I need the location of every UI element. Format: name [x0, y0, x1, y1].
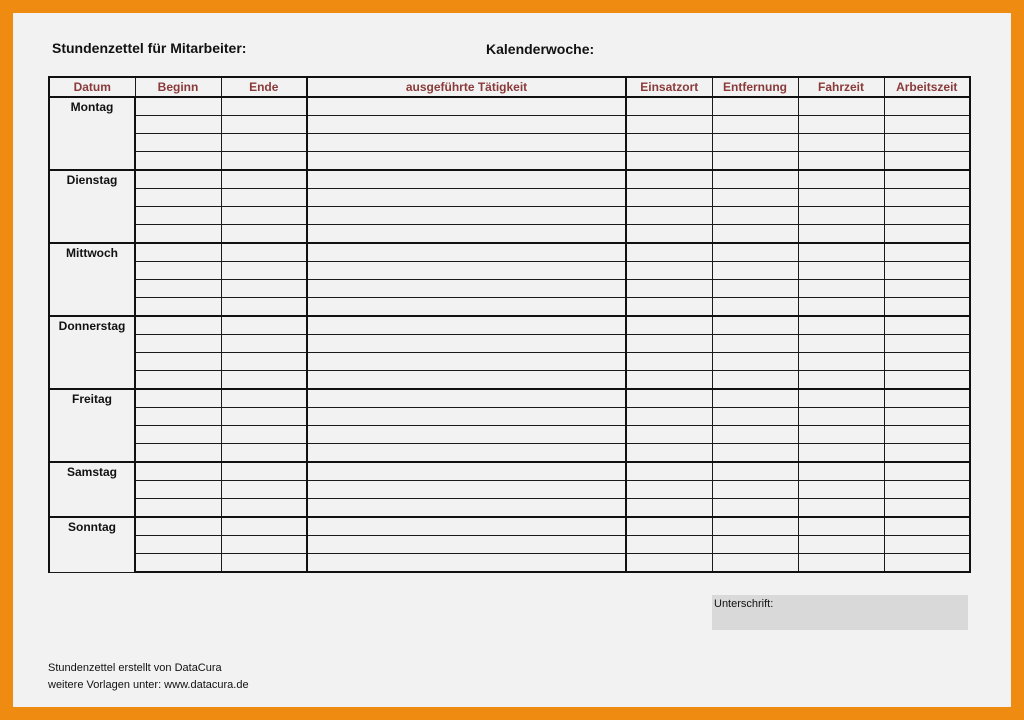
- entry-cell-fahrzeit[interactable]: [798, 481, 884, 499]
- entry-cell-beginn[interactable]: [135, 335, 221, 353]
- entry-cell-arbeitszeit[interactable]: [884, 243, 970, 262]
- entry-cell-fahrzeit[interactable]: [798, 499, 884, 518]
- entry-cell-ende[interactable]: [221, 189, 307, 207]
- entry-cell-ende[interactable]: [221, 97, 307, 116]
- column-header-fahrzeit: Fahrzeit: [798, 77, 884, 97]
- entry-cell-beginn[interactable]: [135, 207, 221, 225]
- entry-cell-beginn[interactable]: [135, 262, 221, 280]
- entry-cell-beginn[interactable]: [135, 371, 221, 390]
- entry-cell-ende[interactable]: [221, 444, 307, 463]
- entry-cell-fahrzeit[interactable]: [798, 243, 884, 262]
- entry-cell-ende[interactable]: [221, 499, 307, 518]
- table-row: [49, 389, 970, 408]
- entry-cell-entfernung[interactable]: [712, 207, 798, 225]
- entry-cell-arbeitszeit[interactable]: [884, 444, 970, 463]
- entry-cell-arbeitszeit[interactable]: [884, 116, 970, 134]
- entry-cell-entfernung[interactable]: [712, 499, 798, 518]
- entry-cell-entfernung[interactable]: [712, 134, 798, 152]
- timesheet-body: [49, 97, 970, 572]
- table-row: [49, 280, 970, 298]
- entry-cell-fahrzeit[interactable]: [798, 298, 884, 317]
- entry-cell-ende[interactable]: [221, 389, 307, 408]
- table-row: [49, 462, 970, 481]
- entry-cell-fahrzeit[interactable]: [798, 116, 884, 134]
- entry-cell-einsatzort[interactable]: [626, 536, 712, 554]
- column-header-ende: Ende: [221, 77, 307, 97]
- entry-cell-fahrzeit[interactable]: [798, 262, 884, 280]
- entry-cell-fahrzeit[interactable]: [798, 225, 884, 244]
- table-row: [49, 335, 970, 353]
- entry-cell-beginn[interactable]: [135, 225, 221, 244]
- entry-cell-arbeitszeit[interactable]: [884, 462, 970, 481]
- column-header-einsatzort: Einsatzort: [626, 77, 712, 97]
- calendar-week-label: Kalenderwoche:: [486, 41, 595, 57]
- table-row: [49, 189, 970, 207]
- entry-cell-entfernung[interactable]: [712, 262, 798, 280]
- table-row: [49, 371, 970, 390]
- entry-cell-arbeitszeit[interactable]: [884, 280, 970, 298]
- entry-cell-fahrzeit[interactable]: [798, 426, 884, 444]
- table-row: [49, 408, 970, 426]
- entry-cell-arbeitszeit[interactable]: [884, 189, 970, 207]
- entry-cell-arbeitszeit[interactable]: [884, 499, 970, 518]
- entry-cell-entfernung[interactable]: [712, 517, 798, 536]
- entry-cell-fahrzeit[interactable]: [798, 280, 884, 298]
- day-label: Samstag: [49, 462, 135, 517]
- entry-cell-beginn[interactable]: [135, 462, 221, 481]
- entry-cell-beginn[interactable]: [135, 481, 221, 499]
- entry-cell-entfernung[interactable]: [712, 152, 798, 171]
- table-row: [49, 225, 970, 244]
- entry-cell-fahrzeit[interactable]: [798, 152, 884, 171]
- entry-cell-entfernung[interactable]: [712, 554, 798, 573]
- table-row: [49, 481, 970, 499]
- entry-cell-taetigkeit[interactable]: [307, 152, 626, 171]
- table-row: [49, 298, 970, 317]
- entry-cell-arbeitszeit[interactable]: [884, 554, 970, 573]
- entry-cell-ende[interactable]: [221, 371, 307, 390]
- entry-cell-arbeitszeit[interactable]: [884, 536, 970, 554]
- entry-cell-beginn[interactable]: [135, 243, 221, 262]
- entry-cell-einsatzort[interactable]: [626, 262, 712, 280]
- entry-cell-taetigkeit[interactable]: [307, 298, 626, 317]
- entry-cell-entfernung[interactable]: [712, 170, 798, 189]
- entry-cell-arbeitszeit[interactable]: [884, 298, 970, 317]
- entry-cell-ende[interactable]: [221, 536, 307, 554]
- entry-cell-fahrzeit[interactable]: [798, 389, 884, 408]
- column-header-datum: Datum: [49, 77, 135, 97]
- entry-cell-fahrzeit[interactable]: [798, 444, 884, 463]
- timesheet-table: [48, 76, 971, 573]
- entry-cell-ende[interactable]: [221, 243, 307, 262]
- entry-cell-einsatzort[interactable]: [626, 408, 712, 426]
- entry-cell-fahrzeit[interactable]: [798, 517, 884, 536]
- entry-cell-beginn[interactable]: [135, 97, 221, 116]
- entry-cell-ende[interactable]: [221, 170, 307, 189]
- entry-cell-ende[interactable]: [221, 554, 307, 573]
- entry-cell-arbeitszeit[interactable]: [884, 152, 970, 171]
- entry-cell-einsatzort[interactable]: [626, 152, 712, 171]
- entry-cell-beginn[interactable]: [135, 353, 221, 371]
- entry-cell-taetigkeit[interactable]: [307, 243, 626, 262]
- day-label: Donnerstag: [49, 316, 135, 389]
- entry-cell-einsatzort[interactable]: [626, 371, 712, 390]
- entry-cell-fahrzeit[interactable]: [798, 170, 884, 189]
- table-row: [49, 243, 970, 262]
- entry-cell-einsatzort[interactable]: [626, 243, 712, 262]
- entry-cell-ende[interactable]: [221, 408, 307, 426]
- entry-cell-taetigkeit[interactable]: [307, 517, 626, 536]
- entry-cell-taetigkeit[interactable]: [307, 97, 626, 116]
- column-header-arbeitszeit: Arbeitszeit: [884, 77, 970, 97]
- table-row: [49, 444, 970, 463]
- entry-cell-taetigkeit[interactable]: [307, 316, 626, 335]
- table-row: [49, 116, 970, 134]
- entry-cell-arbeitszeit[interactable]: [884, 134, 970, 152]
- table-row: [49, 170, 970, 189]
- entry-cell-ende[interactable]: [221, 134, 307, 152]
- entry-cell-fahrzeit[interactable]: [798, 97, 884, 116]
- table-row: [49, 207, 970, 225]
- entry-cell-einsatzort[interactable]: [626, 499, 712, 518]
- entry-cell-entfernung[interactable]: [712, 462, 798, 481]
- entry-cell-entfernung[interactable]: [712, 426, 798, 444]
- entry-cell-fahrzeit[interactable]: [798, 371, 884, 390]
- table-row: [49, 316, 970, 335]
- column-header-taetigkeit: ausgeführte Tätigkeit: [307, 77, 626, 97]
- table-row: [49, 152, 970, 171]
- entry-cell-ende[interactable]: [221, 316, 307, 335]
- entry-cell-entfernung[interactable]: [712, 536, 798, 554]
- table-row: [49, 536, 970, 554]
- table-row: [49, 554, 970, 573]
- column-header-beginn: Beginn: [135, 77, 221, 97]
- entry-cell-einsatzort[interactable]: [626, 554, 712, 573]
- entry-cell-arbeitszeit[interactable]: [884, 353, 970, 371]
- entry-cell-entfernung[interactable]: [712, 97, 798, 116]
- entry-cell-taetigkeit[interactable]: [307, 444, 626, 463]
- entry-cell-arbeitszeit[interactable]: [884, 97, 970, 116]
- entry-cell-einsatzort[interactable]: [626, 280, 712, 298]
- entry-cell-taetigkeit[interactable]: [307, 462, 626, 481]
- entry-cell-beginn[interactable]: [135, 536, 221, 554]
- entry-cell-arbeitszeit[interactable]: [884, 426, 970, 444]
- entry-cell-entfernung[interactable]: [712, 298, 798, 317]
- entry-cell-einsatzort[interactable]: [626, 170, 712, 189]
- entry-cell-taetigkeit[interactable]: [307, 408, 626, 426]
- entry-cell-fahrzeit[interactable]: [798, 462, 884, 481]
- entry-cell-taetigkeit[interactable]: [307, 554, 626, 573]
- entry-cell-einsatzort[interactable]: [626, 335, 712, 353]
- entry-cell-einsatzort[interactable]: [626, 389, 712, 408]
- entry-cell-entfernung[interactable]: [712, 444, 798, 463]
- entry-cell-fahrzeit[interactable]: [798, 189, 884, 207]
- entry-cell-entfernung[interactable]: [712, 371, 798, 390]
- entry-cell-einsatzort[interactable]: [626, 207, 712, 225]
- entry-cell-beginn[interactable]: [135, 298, 221, 317]
- entry-cell-arbeitszeit[interactable]: [884, 408, 970, 426]
- entry-cell-taetigkeit[interactable]: [307, 225, 626, 244]
- form-title: Stundenzettel für Mitarbeiter:: [52, 40, 247, 56]
- day-label: Freitag: [49, 389, 135, 462]
- entry-cell-arbeitszeit[interactable]: [884, 335, 970, 353]
- entry-cell-arbeitszeit[interactable]: [884, 170, 970, 189]
- entry-cell-beginn[interactable]: [135, 189, 221, 207]
- entry-cell-taetigkeit[interactable]: [307, 280, 626, 298]
- entry-cell-entfernung[interactable]: [712, 243, 798, 262]
- entry-cell-arbeitszeit[interactable]: [884, 262, 970, 280]
- entry-cell-beginn[interactable]: [135, 170, 221, 189]
- entry-cell-ende[interactable]: [221, 462, 307, 481]
- day-label: Mittwoch: [49, 243, 135, 316]
- entry-cell-ende[interactable]: [221, 426, 307, 444]
- entry-cell-arbeitszeit[interactable]: [884, 225, 970, 244]
- entry-cell-beginn[interactable]: [135, 444, 221, 463]
- table-header-row: [49, 77, 970, 97]
- entry-cell-taetigkeit[interactable]: [307, 335, 626, 353]
- entry-cell-ende[interactable]: [221, 207, 307, 225]
- entry-cell-entfernung[interactable]: [712, 353, 798, 371]
- entry-cell-taetigkeit[interactable]: [307, 170, 626, 189]
- entry-cell-beginn[interactable]: [135, 280, 221, 298]
- entry-cell-beginn[interactable]: [135, 499, 221, 518]
- entry-cell-taetigkeit[interactable]: [307, 499, 626, 518]
- entry-cell-beginn[interactable]: [135, 408, 221, 426]
- entry-cell-einsatzort[interactable]: [626, 316, 712, 335]
- footer-more-templates: weitere Vorlagen unter: www.datacura.de: [48, 679, 249, 691]
- entry-cell-taetigkeit[interactable]: [307, 353, 626, 371]
- entry-cell-entfernung[interactable]: [712, 189, 798, 207]
- table-row: [49, 262, 970, 280]
- entry-cell-entfernung[interactable]: [712, 116, 798, 134]
- entry-cell-taetigkeit[interactable]: [307, 262, 626, 280]
- entry-cell-beginn[interactable]: [135, 152, 221, 171]
- entry-cell-ende[interactable]: [221, 353, 307, 371]
- entry-cell-einsatzort[interactable]: [626, 353, 712, 371]
- entry-cell-taetigkeit[interactable]: [307, 116, 626, 134]
- entry-cell-taetigkeit[interactable]: [307, 426, 626, 444]
- signature-label: Unterschrift:: [714, 598, 774, 610]
- entry-cell-ende[interactable]: [221, 116, 307, 134]
- entry-cell-beginn[interactable]: [135, 389, 221, 408]
- entry-cell-taetigkeit[interactable]: [307, 536, 626, 554]
- entry-cell-entfernung[interactable]: [712, 316, 798, 335]
- entry-cell-ende[interactable]: [221, 280, 307, 298]
- entry-cell-beginn[interactable]: [135, 426, 221, 444]
- entry-cell-fahrzeit[interactable]: [798, 353, 884, 371]
- entry-cell-entfernung[interactable]: [712, 280, 798, 298]
- entry-cell-ende[interactable]: [221, 335, 307, 353]
- entry-cell-arbeitszeit[interactable]: [884, 316, 970, 335]
- entry-cell-fahrzeit[interactable]: [798, 207, 884, 225]
- entry-cell-einsatzort[interactable]: [626, 444, 712, 463]
- entry-cell-arbeitszeit[interactable]: [884, 207, 970, 225]
- table-row: [49, 97, 970, 116]
- day-label: Montag: [49, 97, 135, 170]
- entry-cell-fahrzeit[interactable]: [798, 335, 884, 353]
- day-label: Dienstag: [49, 170, 135, 243]
- entry-cell-einsatzort[interactable]: [626, 189, 712, 207]
- entry-cell-arbeitszeit[interactable]: [884, 371, 970, 390]
- entry-cell-ende[interactable]: [221, 298, 307, 317]
- entry-cell-beginn[interactable]: [135, 316, 221, 335]
- entry-cell-taetigkeit[interactable]: [307, 389, 626, 408]
- column-header-entfernung: Entfernung: [712, 77, 798, 97]
- entry-cell-fahrzeit[interactable]: [798, 408, 884, 426]
- entry-cell-entfernung[interactable]: [712, 335, 798, 353]
- signature-field[interactable]: [712, 595, 968, 630]
- entry-cell-einsatzort[interactable]: [626, 225, 712, 244]
- entry-cell-beginn[interactable]: [135, 517, 221, 536]
- day-label: Sonntag: [49, 517, 135, 572]
- entry-cell-ende[interactable]: [221, 481, 307, 499]
- entry-cell-beginn[interactable]: [135, 134, 221, 152]
- entry-cell-einsatzort[interactable]: [626, 426, 712, 444]
- entry-cell-taetigkeit[interactable]: [307, 207, 626, 225]
- entry-cell-einsatzort[interactable]: [626, 481, 712, 499]
- entry-cell-einsatzort[interactable]: [626, 298, 712, 317]
- entry-cell-entfernung[interactable]: [712, 389, 798, 408]
- table-row: [49, 517, 970, 536]
- entry-cell-ende[interactable]: [221, 262, 307, 280]
- entry-cell-arbeitszeit[interactable]: [884, 517, 970, 536]
- entry-cell-einsatzort[interactable]: [626, 517, 712, 536]
- entry-cell-fahrzeit[interactable]: [798, 134, 884, 152]
- entry-cell-arbeitszeit[interactable]: [884, 389, 970, 408]
- entry-cell-ende[interactable]: [221, 152, 307, 171]
- entry-cell-taetigkeit[interactable]: [307, 189, 626, 207]
- entry-cell-beginn[interactable]: [135, 116, 221, 134]
- entry-cell-fahrzeit[interactable]: [798, 316, 884, 335]
- entry-cell-arbeitszeit[interactable]: [884, 481, 970, 499]
- entry-cell-einsatzort[interactable]: [626, 116, 712, 134]
- table-row: [49, 134, 970, 152]
- table-row: [49, 499, 970, 518]
- entry-cell-einsatzort[interactable]: [626, 134, 712, 152]
- table-row: [49, 353, 970, 371]
- entry-cell-taetigkeit[interactable]: [307, 134, 626, 152]
- entry-cell-taetigkeit[interactable]: [307, 481, 626, 499]
- entry-cell-entfernung[interactable]: [712, 481, 798, 499]
- entry-cell-entfernung[interactable]: [712, 408, 798, 426]
- entry-cell-fahrzeit[interactable]: [798, 536, 884, 554]
- entry-cell-fahrzeit[interactable]: [798, 554, 884, 573]
- entry-cell-einsatzort[interactable]: [626, 97, 712, 116]
- entry-cell-einsatzort[interactable]: [626, 462, 712, 481]
- table-row: [49, 426, 970, 444]
- footer-credit: Stundenzettel erstellt von DataCura: [48, 662, 222, 674]
- entry-cell-entfernung[interactable]: [712, 225, 798, 244]
- entry-cell-ende[interactable]: [221, 517, 307, 536]
- entry-cell-beginn[interactable]: [135, 554, 221, 573]
- entry-cell-ende[interactable]: [221, 225, 307, 244]
- entry-cell-taetigkeit[interactable]: [307, 371, 626, 390]
